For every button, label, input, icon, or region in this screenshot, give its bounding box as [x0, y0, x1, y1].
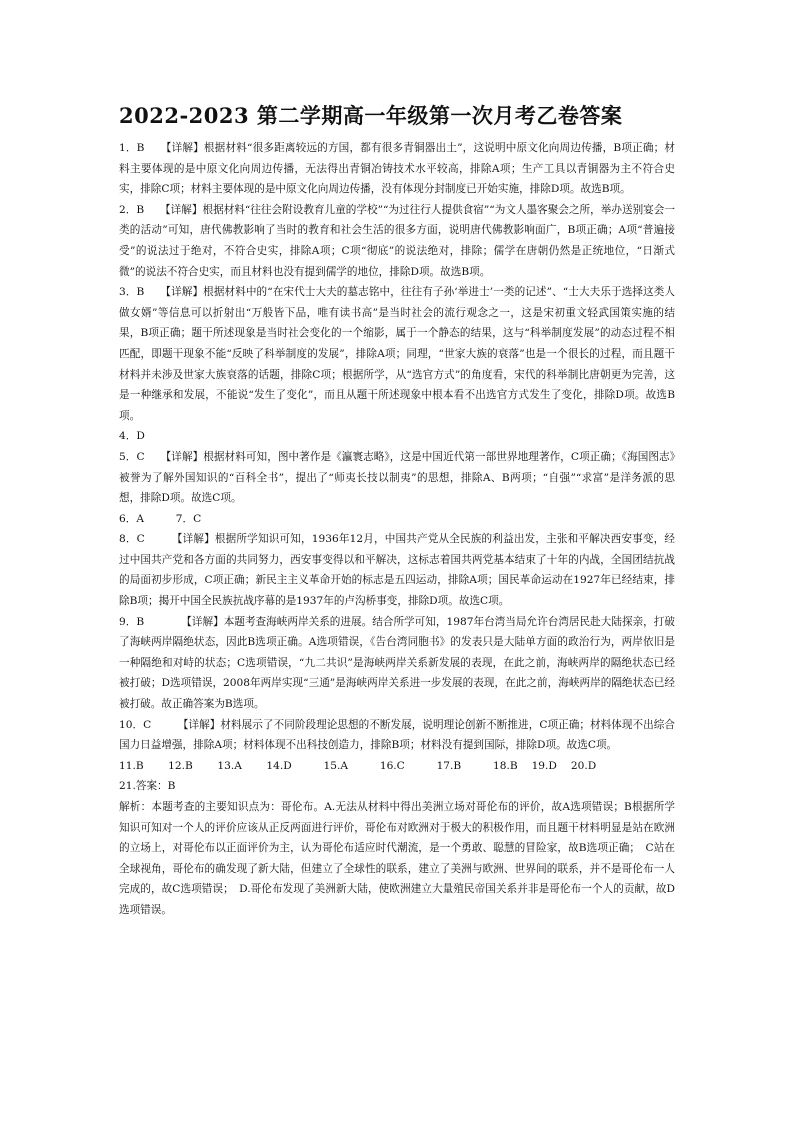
answer-line: 4．D — [119, 430, 145, 443]
answer-paragraph: 3．B 【详解】根据材料中的“在宋代士大夫的墓志铭中，往往有子孙‘举进士’一类的记述”、“士大夫乐于选择这类人做女婿”等信息可以折射出“万般皆下品，唯有读书高”是当时社会的流行观念之一，这是宋初重文轻武国策实施的结果，B项正确；题干所述现象是当时社会变化的一个缩影，属于一个静态的结果，这与“科举制度发展”的动态过程不相匹配，即题干现象不能“反映了科举制度的发展”，排除A项；同理，“世家大族的衰落”也是一个很长的过程，而且题干材料并未涉及世家大族衰落的话题，排除C项；根据所学，从“选官方式”的角度看，宋代的科举制比唐朝更为完善，这是一种继承和发展，不能说“发生了变化”，而且从题干所述现象中根本看不出选官方式发生了变化，排除D项。故选B项。 — [119, 286, 675, 422]
answer-paragraph: 9．B 【详解】本题考查海峡两岸关系的进展。结合所学可知，1987年台湾当局允许台湾居民赴大陆探亲，打破了海峡两岸隔绝状态，因此B选项正确。A选项错误，《告台湾同胞书》的发表只是大陆单方面的政治行为，两岸依旧是一种隔绝和对峙的状态；C选项错误，“九二共识”是海峡两岸关系新发展的表现，在此之前，海峡两岸的隔绝状态已经被打破；D选项错误，2008年两岸实现“三通”是海峡两岸关系进一步发展的表现，在此之前，海峡两岸的隔绝状态已经被打破。故正确答案为B选项。 — [119, 615, 675, 711]
page-title: 2022-2023 第二学期高一年级第一次月考乙卷答案 — [119, 103, 623, 128]
q21-answer: 21.答案：B — [119, 780, 176, 793]
answer-paragraph: 2．B 【详解】根据材料“往往会附设教育儿童的学校”“为过往行人提供食宿”“为文人墨客聚会之所，举办送别宴会一类的活动”可知，唐代佛教影响了当时的教育和社会生活的很多方面，说明唐代佛教影响面广，B项正确；A项“普遍接受”的说法过于绝对，不符合史实，排除A项；C项“彻底”的说法绝对，排除；儒学在唐朝仍然是正统地位，“日渐式微”的说法不符合史实，而且材料也没有提到儒学的地位，排除D项。故选B项。 — [119, 203, 675, 278]
answer-line: 6．A 7．C — [119, 512, 202, 525]
answer-paragraph: 10．C 【详解】材料展示了不同阶段理论思想的不断发展，说明理论创新不断推进，C项正确；材料体现不出综合国力日益增强，排除A项；材料体现不出科技创造力，排除B项；材料没有提到国际，排除D项。故选C项。 — [119, 718, 675, 752]
answer-sheet — [119, 102, 675, 921]
answer-paragraph: 8．C 【详解】根据所学知识可知，1936年12月，中国共产党从全民族的利益出发，主张和平解决西安事变，经过中国共产党和各方面的共同努力，西安事变得以和平解决，这标志着国共两党基本结束了十年的内战，全国团结抗战的局面初步形成，C项正确；新民主主义革命开始的标志是五四运动，排除A项；国民革命运动在1927年已经结束，排除B项；揭开中国全民族抗战序幕的是1937年的卢沟桥事变，排除D项。故选C项。 — [119, 533, 675, 608]
answer-paragraph: 1．B 【详解】根据材料“很多距离较远的方国，都有很多青铜器出土”，这说明中原文化向周边传播，B项正确；材料主要体现的是中原文化向周边传播，无法得出青铜冶铸技术水平较高，排除A项；生产工具以青铜器为主不符合史实，排除C项；材料主要体现的是中原文化向周边传播，没有体现分封制度已开始实施，排除D项。故选B项。 — [119, 142, 675, 196]
q21-analysis: 解析：本题考查的主要知识点为：哥伦布。A.无法从材料中得出美洲立场对哥伦布的评价，故A选项错误；B根据所学知识可知对一个人的评价应该从正反两面进行评价，哥伦布对欧洲对于极大的积极作用，而且题干材料明显是站在欧洲的立场上，对哥伦布以正面评价为主，认为哥伦布适应时代潮流，是一个勇敢、聪慧的冒险家，故B选项正确； C站在全球视角，哥伦布的确发现了新大陆，但建立了全球性的联系，建立了美洲与欧洲、世界间的联系，并不是哥伦布一人完成的，故C选项错误； D.哥伦布发现了美洲新大陆，使欧洲建立大量殖民帝国关系并非是哥伦布一个人的贡献，故D选项错误。 — [119, 801, 675, 916]
answers-row: 11.B 12.B 13.A 14.D 15.A 16.C 17.B 18.B 19.D 20.D — [119, 759, 597, 772]
answer-paragraph: 5．C 【详解】根据材料可知，图中著作是《瀛寰志略》，这是中国近代第一部世界地理著作，C项正确；《海国图志》被誉为了解外国知识的“百科全书”，提出了“师夷长技以制夷”的思想，排除A、B两项；“自强”“求富”是洋务派的思想，排除D项。故选C项。 — [119, 450, 675, 505]
